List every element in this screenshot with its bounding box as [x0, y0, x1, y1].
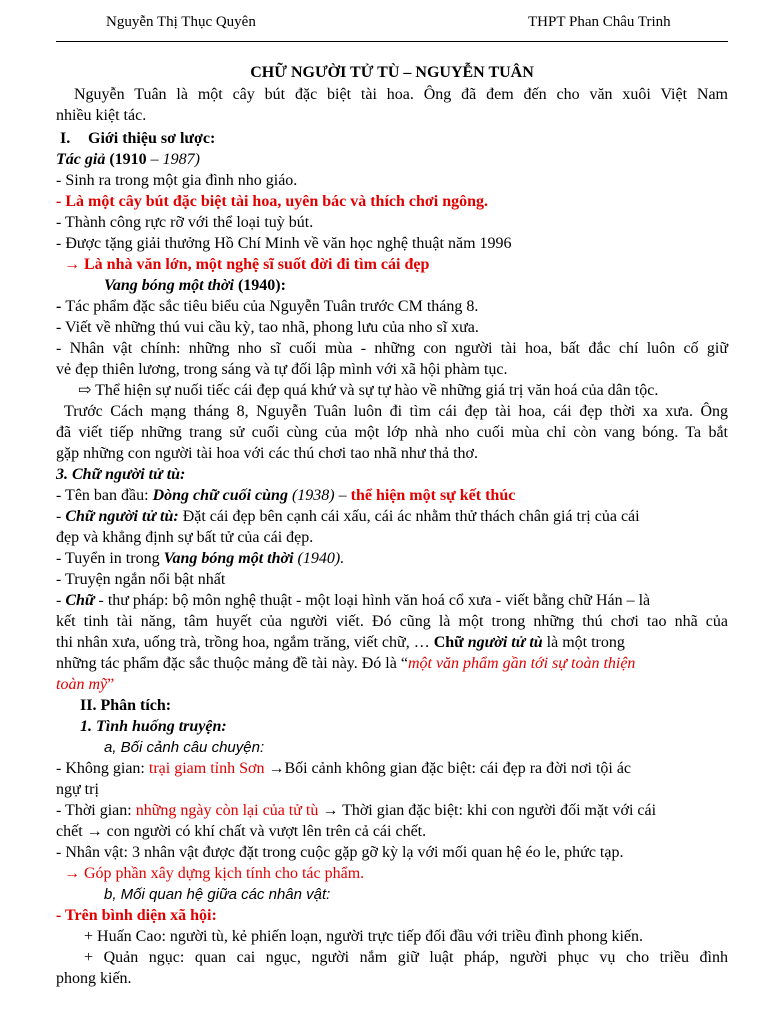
original-title-year: (1938) – [287, 487, 351, 504]
subsection-1-heading: 1. Tình huống truyện: [80, 718, 227, 735]
space-label: - Không gian: [56, 760, 149, 777]
original-title-meaning: thể hiện một sự kết thúc [350, 487, 516, 504]
author-years-end: – 1987) [146, 151, 200, 168]
section-1-heading [56, 128, 728, 149]
paragraph-line-1: Trước Cách mạng tháng 8, Nguyễn Tuân luôn đi tìm cái đẹp tài hoa, cái đẹp thời xa xưa. Ông [64, 403, 728, 420]
calligraphy-dash: - [56, 592, 66, 609]
time-line-2: chết → con người có khí chất và vượt lên trên cả cái chết. [56, 823, 427, 840]
work-year: (1940): [233, 277, 286, 294]
section-1-title: Giới thiệu sơ lược: [88, 130, 216, 147]
calligraphy-line-4 [56, 653, 728, 674]
social-plane-heading: - Trên bình diện xã hội: [56, 907, 217, 924]
author-bullet-1: - Sinh ra trong một gia đình nho giáo. [56, 172, 298, 189]
header-school: THPT Phan Châu Trinh [528, 14, 671, 30]
calligraphy-quote-end: toàn mỹ [56, 676, 108, 693]
author-bullet-4: - Được tặng giải thưởng Hồ Chí Minh về văn học nghệ thuật năm 1996 [56, 235, 512, 252]
section-2-heading: II. Phân tích: [80, 697, 172, 714]
collection-label: - Tuyển in trong [56, 550, 164, 567]
collection-title: Vang bóng một thời [163, 550, 294, 567]
author-conclusion: → Là nhà văn lớn, một nghệ sĩ suốt đời đi tìm cái đẹp [64, 256, 430, 273]
time-value: những ngày còn lại của tử tù [135, 802, 319, 819]
paragraph-line-2: đã viết tiếp những trang sử cuối cùng của một lớp nhà nho cuối mùa chỉ còn vang bóng. Ta bắt [56, 424, 728, 441]
calligraphy-work-a: Chữ [433, 634, 468, 651]
author-line [56, 149, 728, 170]
document-title: CHỮ NGƯỜI TỬ TÙ – NGUYỄN TUÂN [250, 64, 534, 81]
calligraphy-line-4-text: những tác phẩm đặc sắc thuộc mảng đề tài này. Đó là “ [56, 655, 408, 672]
subsection-b-heading: b, Mối quan hệ giữa các nhân vật: [104, 886, 331, 903]
calligraphy-line-3-text: thi nhân xưa, uống trà, trồng hoa, ngắm trăng, viết chữ, … [56, 634, 434, 651]
work-bullet-2: - Viết về những thú vui cầu kỳ, tao nhã, phong lưu của nho sĩ xưa. [56, 319, 479, 336]
calligraphy-line-3 [56, 632, 728, 653]
warden-line-1: + Quản ngục: quan cai ngục, người nắm giữ luật pháp, người phục vụ cho triều đình [84, 949, 728, 966]
subsection-a-heading: a, Bối cảnh câu chuyện: [104, 739, 265, 756]
subsection-3-heading: 3. Chữ người tử tù: [56, 466, 186, 483]
calligraphy-work-b: người tử tù [467, 634, 543, 651]
space-value: trại giam tỉnh Sơn [148, 760, 265, 777]
work-bullet-1 [56, 296, 728, 317]
drama-conclusion: → Góp phần xây dựng kịch tính cho tác phẩm. [64, 865, 365, 882]
original-title: Dòng chữ cuối cùng [152, 487, 288, 504]
time-label: - Thời gian: [56, 802, 136, 819]
intro-line-1: Nguyễn Tuân là một cây bút đặc biệt tài hoa. Ông đã đem đến cho văn xuôi Việt Nam [74, 86, 728, 103]
space-explanation: →Bối cảnh không gian đặc biệt: cái đẹp ra đời nơi tội ác [264, 760, 632, 777]
calligraphy-line-3-end: là một trong [542, 634, 625, 651]
space-line-1 [56, 758, 728, 779]
work-theme-dash: - [56, 508, 66, 525]
work-theme-text: Đặt cái đẹp bên cạnh cái xấu, cái ác nhằm thử thách chân giá trị của cái [178, 508, 640, 525]
warden-line-2: phong kiến. [56, 970, 132, 987]
calligraphy-text: - thư pháp: bộ môn nghệ thuật - một loại hình văn hoá cổ xưa - viết bằng chữ Hán – là [94, 592, 651, 609]
paragraph-line-3: gặp những con người tài hoa với các thú chơi tao nhã như thả thơ. [56, 445, 478, 462]
header-author: Nguyễn Thị Thục Quyên [106, 14, 256, 30]
calligraphy-line-1 [56, 590, 728, 611]
characters-line: - Nhân vật: 3 nhân vật được đặt trong cuộc gặp gỡ kỳ lạ với mối quan hệ éo le, phức tạp. [56, 844, 624, 861]
intro-line-2: nhiều kiệt tác. [56, 107, 147, 124]
huan-cao-line: + Huấn Cao: người tù, kẻ phiến loạn, người trực tiếp đối đầu với triều đình phong kiến. [84, 928, 643, 945]
work-title: Vang bóng một thời [104, 277, 234, 294]
calligraphy-quote: một văn phẩm gần tới sự toàn thiện [407, 655, 636, 672]
author-bullet-2-text: - Là một cây bút đặc biệt tài hoa, uyên bác và thích chơi [56, 193, 443, 210]
calligraphy-line-2: kết tinh tài năng, tâm huyết của người viết. Đó cũng là một trong những thú chơi tao nhã của [56, 613, 728, 630]
author-label: Tác giả [56, 151, 106, 168]
author-bullet-3: - Thành công rực rỡ với thể loại tuỳ bút. [56, 214, 314, 231]
calligraphy-line-5 [56, 674, 728, 695]
author-years-start: (1910 [109, 151, 147, 168]
author-bullet-2-bold: ngông. [442, 193, 488, 210]
original-title-label: - Tên ban đầu: [56, 487, 153, 504]
space-line-2: ngự trị [56, 781, 99, 798]
standout-line: - Truyện ngắn nổi bật nhất [56, 571, 226, 588]
work-theme-line-2: đẹp và khẳng định sự bất tử của cái đẹp. [56, 529, 314, 546]
work-heading [56, 275, 768, 296]
calligraphy-label: Chữ [65, 592, 95, 609]
work-theme-line-1 [56, 506, 728, 527]
author-bullet-2 [56, 191, 728, 212]
work-bullet-3a: - Nhân vật chính: những nho sĩ cuối mùa - những con người tài hoa, bất đắc chí luôn cố giữ [56, 340, 728, 357]
work-bullet-1-dash: - [56, 298, 66, 315]
collection-line [56, 548, 728, 569]
work-bullet-4: ⇨ Thể hiện sự nuối tiếc cái đẹp quá khứ và sự tự hào về những giá trị văn hoá của dân tộc. [78, 382, 659, 399]
time-line-1 [56, 800, 728, 821]
work-bullet-3b: vẻ đẹp thiên lương, trong sáng và tự đối lập mình với xã hội phàm tục. [56, 361, 508, 378]
work-theme-label: Chữ người tử tù: [65, 508, 179, 525]
work-bullet-1-text: Tác phẩm đặc sắc tiêu biểu của Nguyễn Tuân trước CM tháng 8. [65, 298, 479, 315]
calligraphy-quote-mark: ” [107, 676, 115, 693]
work-original-title [56, 485, 728, 506]
header-divider [56, 41, 728, 42]
section-1-number: I. [60, 130, 71, 147]
collection-year: (1940). [293, 550, 345, 567]
time-explanation: → Thời gian đặc biệt: khi con người đối mặt với cái [318, 802, 657, 819]
